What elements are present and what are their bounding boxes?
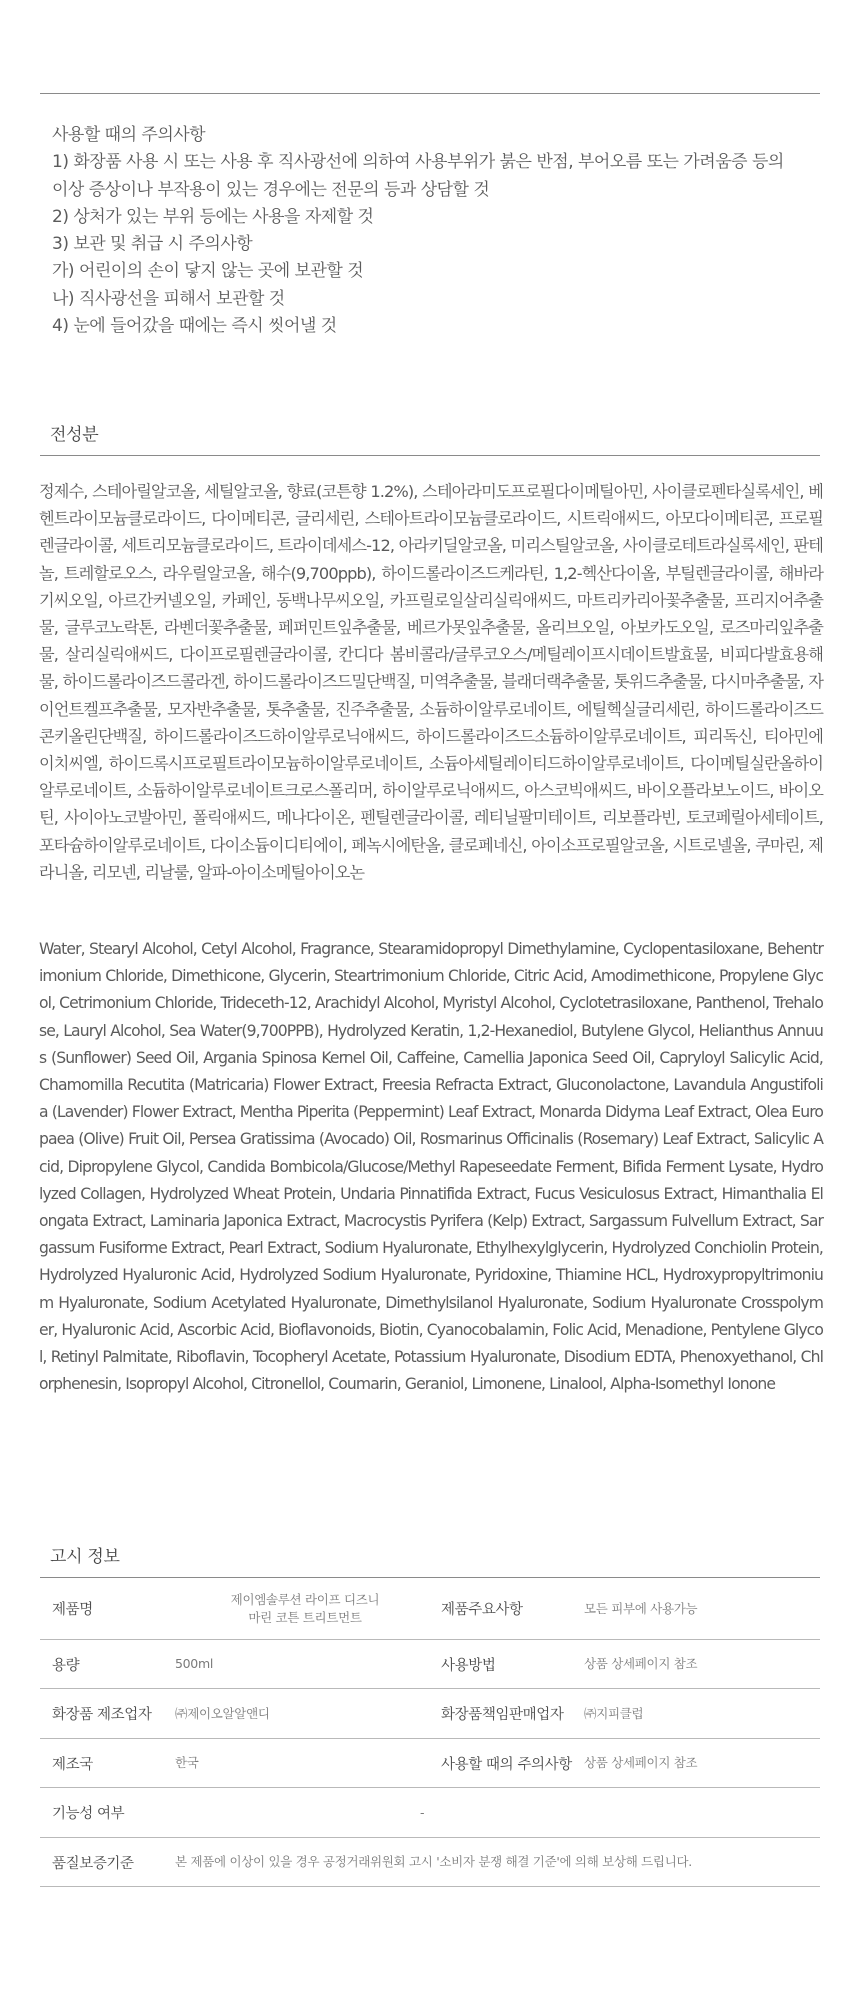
table-row [40,1739,820,1788]
row-value: 500ml [175,1656,214,1671]
caution-section [52,122,822,340]
row-value: 한국 [175,1755,199,1770]
caution-item: 가) 어린이의 손이 닿지 않는 곳에 보관할 것 [52,261,364,282]
caution-item: 4) 눈에 들어갔을 때에는 즉시 씻어낼 것 [52,316,337,337]
top-divider [40,93,820,94]
row-value: 본 제품에 이상이 있을 경우 공정거래위원회 고시 '소비자 분쟁 해결 기준'에 의해 보상해 드립니다. [175,1854,692,1869]
row-label: 기능성 여부 [52,1806,125,1822]
ingredients-title: 전성분 [50,425,99,445]
row-label-2: 제품주요사항 [441,1602,523,1618]
ingredients-english: Water, Stearyl Alcohol, Cetyl Alcohol, Fragrance, Stearamidopropyl Dimethylamine, Cyclopentasiloxane, Behentrimonium Chloride, Dimethicone, Glycerin, Steartrimonium Chloride, Citric Acid, Amodimethicone, Propylene Glycol, Cetrimonium Chloride, Trideceth-12, Arachidyl Alcohol, Myristyl Alcohol, Cyclotetrasiloxane, Panthenol, Trehalose, Lauryl Alcohol, Sea Water(9,700PPB), Hydrolyzed Keratin, 1,2-Hexanediol, Butylene Glycol, Helianthus Annuus (Sunflower) Seed Oil, Argania Spinosa Kernel Oil, Caffeine, Camellia Japonica Seed Oil, Capryloyl Salicylic Acid, Chamomilla Recutita (Matricaria) Flower Extract, Freesia Refracta Extract, Gluconolactone, Lavandula Angustifolia (Lavender) Flower Extract, Mentha Piperita (Peppermint) Leaf Extract, Monarda Didyma Leaf Extract, Olea Europaea (Olive) Fruit Oil, Persea Gratissima (Avocado) Oil, Rosmarinus Officinalis (Rosemary) Leaf Extract, Salicylic Acid, Dipropylene Glycol, Candida Bombicola/Glucose/Methyl Rapeseedate Ferment, Bifida Ferment Lysate, Hydrolyzed Collagen, Hydrolyzed Wheat Protein, Undaria Pinnatifida Extract, Fucus Vesiculosus Extract, Himanthalia Elongata Extract, Laminaria Japonica Extract, Macrocystis Pyrifera (Kelp) Extract, Sargassum Fulvellum Extract, Sargassum Fusiforme Extract, Pearl Extract, Sodium Hyaluronate, Ethylhexylglycerin, Hydrolyzed Conchiolin Protein, Hydrolyzed Hyaluronic Acid, Hydrolyzed Sodium Hyaluronate, Pyridoxine, Thiamine HCL, Hydroxypropyltrimonium Hyaluronate, Sodium Acetylated Hyaluronate, Dimethylsilanol Hyaluronate, Sodium Hyaluronate Crosspolymer, Hyaluronic Acid, Ascorbic Acid, Bioflavonoids, Biotin, Cyanocobalamin, Folic Acid, Menadione, Pentylene Glycol, Retinyl Palmitate, Riboflavin, Tocopheryl Acetate, Potassium Hyaluronate, Disodium EDTA, Phenoxyethanol, Chlorphenesin, Isopropyl Alcohol, Citronellol, Coumarin, Geraniol, Limonene, Linalool, Alpha-Isomethyl Ionone [39,940,823,1394]
row-value-2: 상품 상세페이지 참조 [584,1656,698,1671]
row-value-2: ㈜지피클럽 [584,1705,644,1721]
row-label: 품질보증기준 [52,1855,134,1872]
row-label-2: 화장품책임판매업자 [441,1707,564,1723]
table-row [40,1578,820,1640]
row-label: 제품명 [52,1602,93,1618]
ingredients-korean: 정제수, 스테아릴알코올, 세틸알코올, 향료(코튼향 1.2%), 스테아라미도프로필다이메틸아민, 사이클로펜타실록세인, 베헨트라이모늄클로라이드, 다이메티콘, 글리세린, 스테아트라이모늄클로라이드, 시트릭애씨드, 아모다이메티콘, 프로필렌글라이콜, 세트리모늄클로라이드, 트라이데세스-12, 아라키딜알코올, 미리스틸알코올, 사이클로테트라실록세인, 판테놀, 트레할로오스, 라우릴알코올, 해수(9,700ppb), 하이드롤라이즈드케라틴, 1,2-헥산다이올, 부틸렌글라이콜, 해바라기씨오일, 아르간커넬오일, 카페인, 동백나무씨오일, 카프릴로일살리실릭애씨드, 마트리카리아꽃추출물, 프리지어추출물, 글루코노락톤, 라벤더꽃추출물, 페퍼민트잎추출물, 베르가못잎추출물, 올리브오일, 아보카도오일, 로즈마리잎추출물, 살리실릭애씨드, 다이프로필렌글라이콜, 칸디다 봄비콜라/글루코오스/메틸레이프시데이트발효물, 비피다발효용해물, 하이드롤라이즈드콜라겐, 하이드롤라이즈드밀단백질, 미역추출물, 블래더랙추출물, 톳위드추출물, 다시마추출물, 자이언트켈프추출물, 모자반추출물, 톳추출물, 진주추출물, 소듐하이알루로네이트, 에틸헥실글리세린, 하이드롤라이즈드콘키올린단백질, 하이드롤라이즈드하이알루로닉애씨드, 하이드롤라이즈드소듐하이알루로네이트, 피리독신, 티아민에이치씨엘, 하이드록시프로필트라이모늄하이알루로네이트, 소듐아세틸레이티드하이알루로네이트, 다이메틸실란올하이알루로네이트, 소듐하이알루로네이트크로스폴리머, 하이알루로닉애씨드, 아스코빅애씨드, 바이오플라보노이드, 바이오틴, 사이아노코발아민, 폴릭애씨드, 메나다이온, 펜틸렌글라이콜, 레티닐팔미테이트, 리보플라빈, 토코페릴아세테이트, 포타슘하이알루로네이트, 다이소듐이디티에이, 페녹시에탄올, 클로페네신, 아이소프로필알코올, 시트로넬올, 쿠마린, 제라니올, 리모넨, 리날룰, 알파-아이소메틸아이오논 [39,482,823,882]
table-row [40,1788,820,1838]
product-name-line2: 마린 코튼 트리트먼트 [248,1609,362,1625]
product-name-line1: 제이엠솔루션 라이프 디즈니 [230,1591,380,1607]
caution-heading: 사용할 때의 주의사항 [52,125,206,145]
caution-item: 나) 직사광선을 피해서 보관할 것 [52,288,285,309]
notice-title: 고시 정보 [50,1547,120,1567]
table-row [40,1689,820,1739]
table-row [40,1640,820,1689]
row-value: ㈜제이오알알앤디 [175,1705,270,1721]
row-label: 제조국 [52,1756,93,1773]
caution-item: 1) 화장품 사용 시 또는 사용 후 직사광선에 의하여 사용부위가 붉은 반점, 부어오름 또는 가려움증 등의 [52,152,784,173]
row-label-2: 사용방법 [441,1657,496,1674]
row-value [175,1578,435,1639]
row-value: - [420,1804,425,1820]
row-value-2: 상품 상세페이지 참조 [584,1755,698,1770]
notice-table [40,1577,820,1887]
caution-item: 이상 증상이나 부작용이 있는 경우에는 전문의 등과 상담할 것 [52,179,490,200]
row-label: 화장품 제조업자 [52,1707,152,1723]
row-label-2: 사용할 때의 주의사항 [441,1756,572,1773]
caution-item: 2) 상처가 있는 부위 등에는 사용을 자제할 것 [52,206,374,227]
caution-item: 3) 보관 및 취급 시 주의사항 [52,234,253,255]
ingredients-divider [40,455,820,456]
table-row [40,1838,820,1887]
row-value-2: 모든 피부에 사용가능 [584,1600,698,1616]
row-label: 용량 [52,1657,80,1674]
